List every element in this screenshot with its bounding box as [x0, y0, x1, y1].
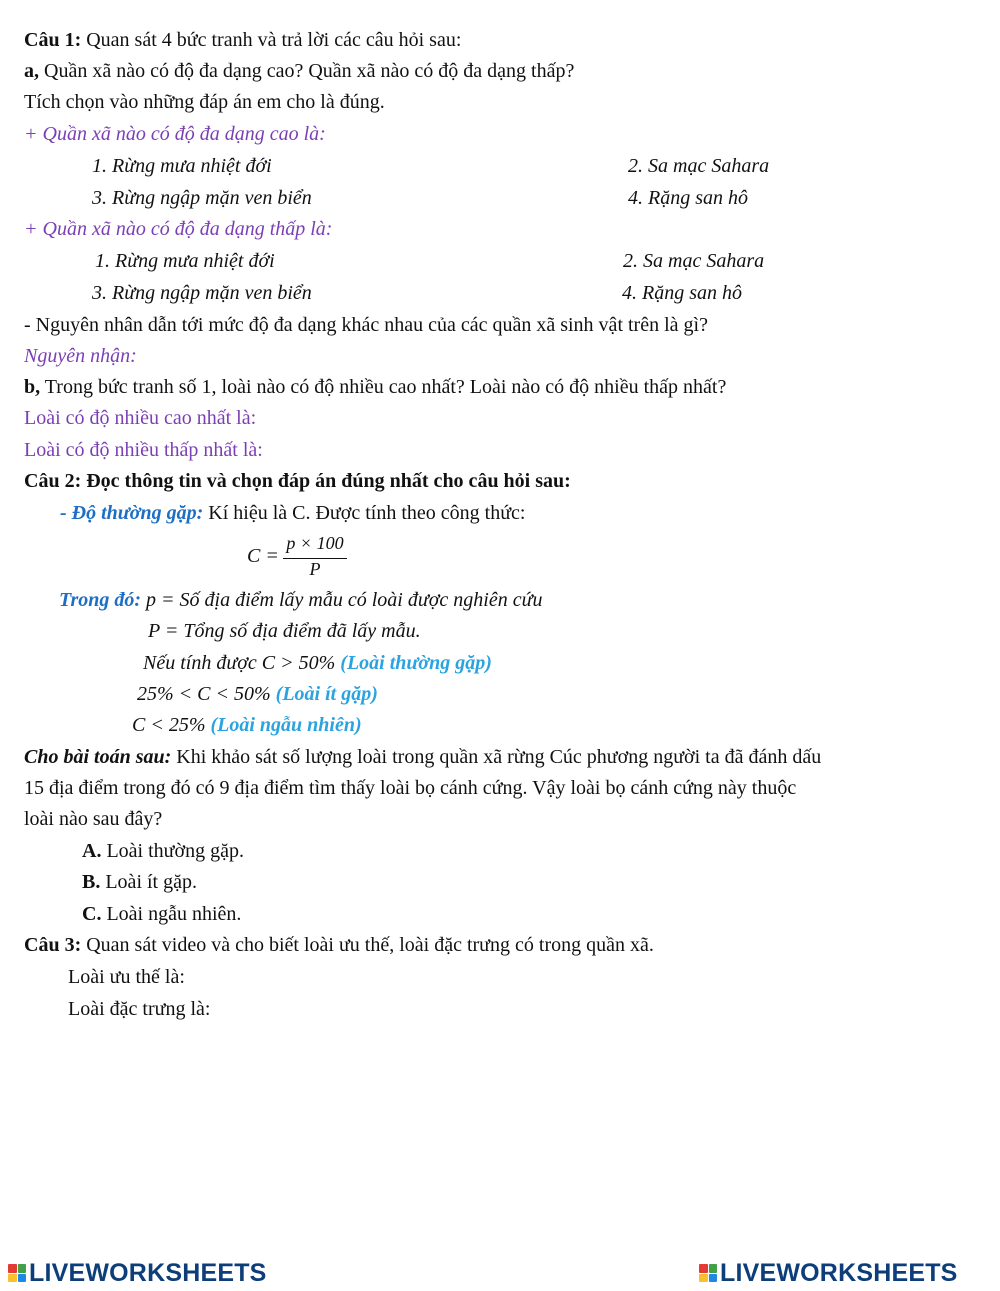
q3-title [24, 933, 654, 957]
high-option-4[interactable]: 4. Rặng san hô [628, 187, 748, 209]
q3-label: Câu 3: [24, 934, 82, 956]
frequency-text: Kí hiệu là C. Được tính theo công thức: [203, 502, 526, 524]
high-option-1[interactable]: 1. Rừng mưa nhiệt đới [92, 155, 272, 177]
high-diversity-heading: + Quần xã nào có độ đa dạng cao là: [24, 123, 326, 145]
q1-instruction: Tích chọn vào những đáp án em cho là đúng. [24, 91, 385, 113]
q1a-label: a, [24, 60, 39, 82]
where-p [59, 588, 543, 612]
frequency-definition [60, 501, 525, 525]
option-b[interactable] [82, 870, 197, 894]
lowest-abundance-label: Loài có độ nhiều thấp nhất là: [24, 439, 263, 461]
option-c[interactable] [82, 902, 241, 926]
low-option-1[interactable]: 1. Rừng mưa nhiệt đới [95, 250, 275, 272]
high-option-2[interactable]: 2. Sa mạc Sahara [628, 155, 770, 177]
problem-line-3: loài nào sau đây? [24, 808, 163, 830]
frequency-label: - Độ thường gặp: [60, 502, 204, 524]
q3-title-text: Quan sát video và cho biết loài ưu thế, loài đặc trưng có trong quần xã. [81, 934, 654, 956]
low-option-4[interactable]: 4. Rặng san hô [622, 282, 742, 304]
q1-title-text: Quan sát 4 bức tranh và trả lời các câu hỏi sau: [81, 29, 462, 51]
frequency-formula [247, 533, 357, 583]
q1b-question [24, 375, 726, 399]
q2-title: Câu 2: Đọc thông tin và chọn đáp án đúng nhất cho câu hỏi sau: [24, 470, 571, 492]
q1-label: Câu 1: [24, 29, 82, 51]
liveworksheets-logo-right [699, 1258, 958, 1288]
rule-rare [137, 682, 378, 706]
formula-numerator: p × 100 [286, 533, 344, 553]
low-option-3[interactable]: 3. Rừng ngập mặn ven biển [92, 282, 312, 304]
rule-rare-result: (Loài ít gặp) [275, 683, 378, 705]
high-option-3[interactable]: 3. Rừng ngập mặn ven biển [92, 187, 312, 209]
liveworksheets-logo-left [8, 1258, 267, 1288]
problem-label: Cho bài toán sau: [24, 746, 172, 768]
low-diversity-heading: + Quần xã nào có độ đa dạng thấp là: [24, 218, 333, 240]
rule-common-result: (Loài thường gặp) [340, 652, 492, 674]
where-label: Trong đó: [59, 589, 142, 611]
characteristic-species-label: Loài đặc trưng là: [68, 998, 211, 1020]
cube-icon [699, 1264, 717, 1282]
option-a-letter: A. [82, 840, 102, 862]
rule-common-condition: Nếu tính được C > 50% [143, 652, 341, 674]
formula-denominator: P [309, 559, 321, 579]
where-P: P = Tổng số địa điểm đã lấy mẫu. [148, 620, 421, 642]
q1b-label: b, [24, 376, 41, 398]
option-a-text: Loài thường gặp. [101, 840, 244, 862]
logo-text: LIVEWORKSHEETS [720, 1258, 958, 1287]
q1a-text: Quần xã nào có độ đa dạng cao? Quần xã nào có độ đa dạng thấp? [39, 60, 575, 82]
logo-text: LIVEWORKSHEETS [29, 1258, 267, 1287]
option-c-letter: C. [82, 903, 102, 925]
formula-lhs: C = [247, 545, 279, 567]
rule-random-result: (Loài ngẫu nhiên) [210, 714, 362, 736]
q1b-text: Trong bức tranh số 1, loài nào có độ nhiều cao nhất? Loài nào có độ nhiều thấp nhất? [40, 376, 727, 398]
option-a[interactable] [82, 839, 244, 863]
q1-title [24, 28, 461, 52]
problem-line-1 [24, 745, 821, 769]
rule-random [132, 713, 362, 737]
option-c-text: Loài ngẫu nhiên. [101, 903, 242, 925]
rule-common [143, 651, 492, 675]
low-option-2[interactable]: 2. Sa mạc Sahara [623, 250, 765, 272]
rule-random-condition: C < 25% [132, 714, 211, 736]
problem-line-1-text: Khi khảo sát số lượng loài trong quần xã rừng Cúc phương người ta đã đánh dấu [171, 746, 822, 768]
highest-abundance-label: Loài có độ nhiều cao nhất là: [24, 407, 257, 429]
rule-rare-condition: 25% < C < 50% [137, 683, 276, 705]
problem-line-2: 15 địa điểm trong đó có 9 địa điểm tìm thấy loài bọ cánh cứng. Vậy loài bọ cánh cứng này thuộc [24, 777, 797, 799]
option-b-letter: B. [82, 871, 101, 893]
cause-answer-label: Nguyên nhận: [24, 345, 137, 367]
q1a-question [24, 59, 574, 83]
where-p-text: p = Số địa điểm lấy mẫu có loài được nghiên cứu [141, 589, 543, 611]
cause-question: - Nguyên nhân dẫn tới mức độ đa dạng khác nhau của các quần xã sinh vật trên là gì? [24, 314, 708, 336]
cube-icon [8, 1264, 26, 1282]
option-b-text: Loài ít gặp. [100, 871, 197, 893]
dominant-species-label: Loài ưu thế là: [68, 966, 185, 988]
